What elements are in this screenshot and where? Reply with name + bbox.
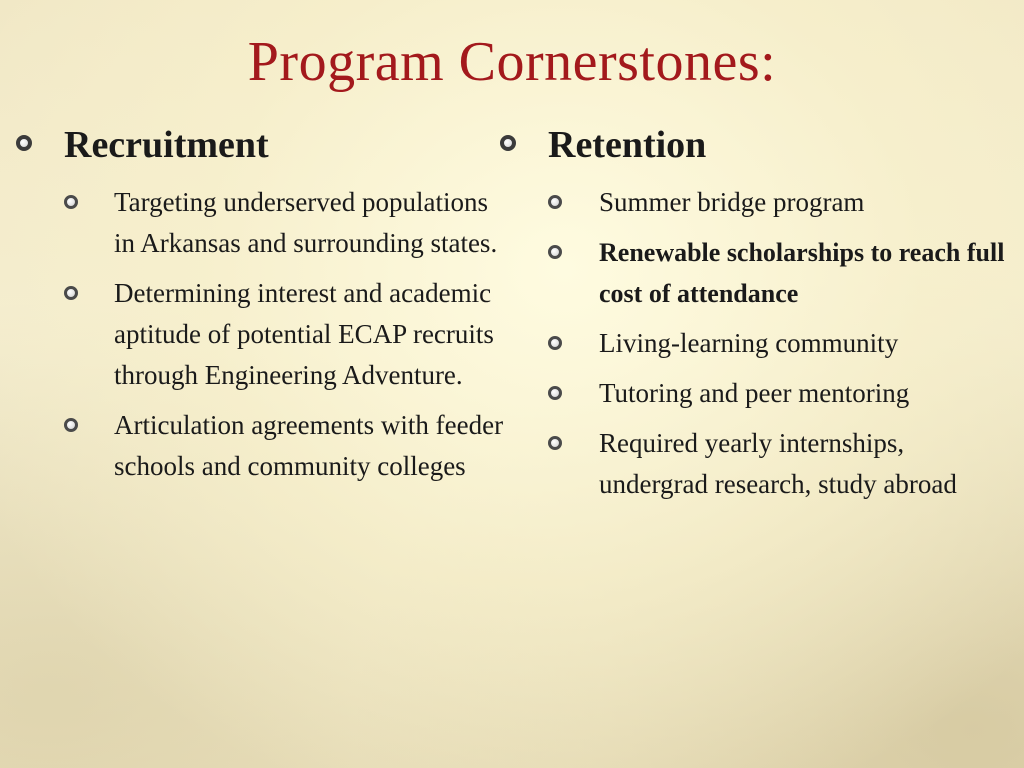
list-item-text: Summer bridge program: [599, 187, 865, 217]
list-item-text: Determining interest and academic aptitude of potential ECAP recruits through Engineering Adventure.: [114, 278, 494, 390]
list-item-text: Targeting underserved populations in Arkansas and surrounding states.: [114, 187, 498, 258]
circle-bullet-icon: [548, 245, 562, 259]
list-item-text: Articulation agreements with feeder schools and community colleges: [114, 410, 504, 481]
circle-bullet-icon: [548, 336, 562, 350]
list-item: [498, 182, 1018, 223]
circle-bullet-icon: [64, 195, 78, 209]
circle-bullet-icon: [548, 386, 562, 400]
recruitment-list: [14, 182, 514, 487]
recruitment-heading-text: Recruitment: [64, 124, 269, 166]
list-item: [14, 405, 514, 487]
circle-bullet-icon: [64, 286, 78, 300]
list-item-text: Required yearly internships, undergrad research, study abroad: [599, 428, 957, 499]
list-item: [498, 423, 1018, 505]
circle-bullet-icon: [548, 436, 562, 450]
list-item: [498, 373, 1018, 414]
list-item-text: Renewable scholarships to reach full cost of attendance: [599, 238, 1005, 308]
list-item-text: Living-learning community: [599, 328, 899, 358]
list-item-bold: [498, 232, 1018, 314]
recruitment-column: [14, 122, 514, 496]
slide-title: Program Cornerstones:: [247, 31, 777, 93]
list-item: [14, 273, 514, 396]
circle-bullet-icon: [548, 195, 562, 209]
list-item: [498, 323, 1018, 364]
recruitment-heading: [14, 122, 514, 168]
retention-list: [498, 182, 1018, 505]
retention-heading: [498, 122, 1018, 168]
retention-column: [498, 122, 1018, 514]
retention-heading-text: Retention: [548, 124, 707, 166]
circle-bullet-icon: [16, 135, 32, 151]
circle-bullet-icon: [500, 135, 516, 151]
list-item-text: Tutoring and peer mentoring: [599, 378, 910, 408]
list-item: [14, 182, 514, 264]
circle-bullet-icon: [64, 418, 78, 432]
